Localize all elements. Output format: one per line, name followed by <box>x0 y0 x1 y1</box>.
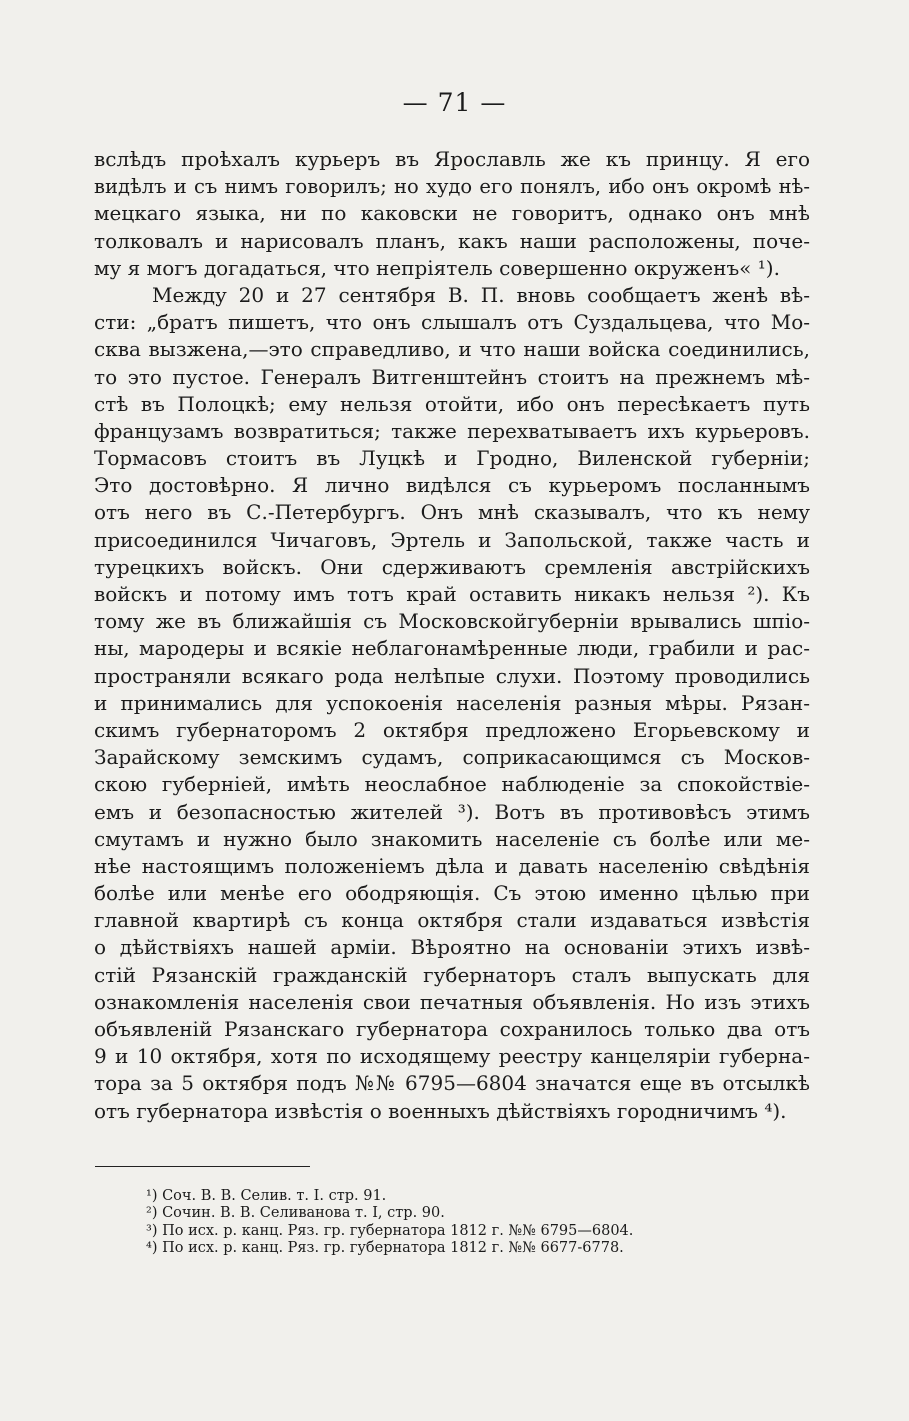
footnote-4: ⁴) По исх. р. канц. Ряз. гр. губернатора 1812 г. №№ 6677-6778. <box>146 1239 624 1256</box>
body-line: смутамъ и нужно было знакомить населеніе съ болѣе или ме- <box>94 826 810 851</box>
body-line: тора за 5 октября подъ №№ 6795—6804 значатся еще въ отсылкѣ <box>94 1071 810 1096</box>
body-line: стѣ въ Полоцкѣ; ему нельзя отойти, ибо онъ пересѣкаетъ путь <box>94 391 810 416</box>
footnotes <box>146 1188 786 1257</box>
body-line: Тормасовъ стоитъ въ Луцкѣ и Гродно, Виленской губерніи; <box>94 446 810 471</box>
body-line: французамъ возвратиться; также перехватываетъ ихъ курьеровъ. <box>94 418 810 443</box>
body-line: пространяли всякаго рода нелѣпые слухи. Поэтому проводились <box>94 663 810 688</box>
body-line: присоединился Чичаговъ, Эртель и Запольской, также часть и <box>94 527 810 552</box>
body-line: стій Рязанскій гражданскій губернаторъ сталъ выпускать для <box>94 962 810 987</box>
body-line: сти: „братъ пишетъ, что онъ слышалъ отъ Суздальцева, что Мо- <box>94 310 810 335</box>
body-line: тому же въ ближайшія съ Московскойгуберніи врывались шпіо- <box>94 609 810 634</box>
body-line: то это пустое. Генералъ Витгенштейнъ стоитъ на прежнемъ мѣ- <box>94 364 810 389</box>
body-line: нѣе настоящимъ положеніемъ дѣла и давать населенію свѣдѣнія <box>94 853 810 878</box>
body-line: турецкихъ войскъ. Они сдерживаютъ сремленія австрійскихъ <box>94 554 810 579</box>
body-line: мецкаго языка, ни по каковски не говоритъ, однако онъ мнѣ <box>94 201 810 226</box>
body-line: скимъ губернаторомъ 2 октября предложено Егорьевскому и <box>94 717 810 742</box>
body-line: 9 и 10 октября, хотя по исходящему реестру канцеляріи губерна- <box>94 1044 810 1069</box>
body-line: войскъ и потому имъ тотъ край оставить никакъ нельзя ²). Къ <box>94 582 810 606</box>
body-line: о дѣйствіяхъ нашей арміи. Вѣроятно на основаніи этихъ извѣ- <box>94 935 810 960</box>
footnote-2: ²) Сочин. В. В. Селиванова т. I, стр. 90. <box>146 1205 445 1222</box>
body-line: и принимались для успокоенія населенія разныя мѣры. Рязан- <box>94 690 810 715</box>
page-number: — 71 — <box>402 88 507 117</box>
footnote-1: ¹) Соч. В. В. Селив. т. I. стр. 91. <box>146 1188 387 1204</box>
body-line: ны, мародеры и всякіе неблагонамѣренные люди, грабили и рас- <box>94 636 810 661</box>
body-line: Зарайскому земскимъ судамъ, соприкасающимся съ Москов- <box>94 745 810 770</box>
body-line: отъ него въ С.-Петербургъ. Онъ мнѣ сказывалъ, что къ нему <box>94 500 810 525</box>
body-line: видѣлъ и съ нимъ говорилъ; но худо его понялъ, ибо онъ окромѣ нѣ- <box>94 175 810 199</box>
body-line: Между 20 и 27 сентября В. П. вновь сообщаетъ женѣ вѣ- <box>152 282 810 307</box>
body-text <box>94 146 810 1125</box>
body-line: толковалъ и нарисовалъ планъ, какъ наши расположены, поче- <box>94 228 810 253</box>
body-line: ознакомленія населенія свои печатныя объявленія. Но изъ этихъ <box>94 989 810 1014</box>
body-line: главной квартирѣ съ конца октября стали издаваться извѣстія <box>94 908 810 933</box>
body-line: вслѣдъ проѣхалъ курьеръ въ Ярославль же къ принцу. Я его <box>94 147 810 171</box>
body-line: Это достовѣрно. Я лично видѣлся съ курьеромъ посланнымъ <box>94 473 810 498</box>
body-line: скою губерніей, имѣть неослабное наблюденіе за спокойствіе- <box>94 772 810 797</box>
body-line: отъ губернатора извѣстія о военныхъ дѣйствіяхъ городничимъ ⁴). <box>94 1098 787 1123</box>
body-line: емъ и безопасностью жителей ³). Вотъ въ противовѣсъ этимъ <box>94 799 810 824</box>
body-line: болѣе или менѣе его ободряющія. Съ этою именно цѣлью при <box>94 881 810 906</box>
footnote-3: ³) По исх. р. канц. Ряз. гр. губернатора 1812 г. №№ 6795—6804. <box>146 1222 634 1239</box>
body-line: му я могъ догадаться, что непріятель совершенно окруженъ« ¹). <box>94 255 780 280</box>
body-line: сква вызжена,—это справедливо, и что наши войска соединились, <box>94 337 810 362</box>
footnote-separator <box>95 1166 310 1167</box>
body-line: объявленій Рязанскаго губернатора сохранилось только два отъ <box>94 1017 810 1041</box>
